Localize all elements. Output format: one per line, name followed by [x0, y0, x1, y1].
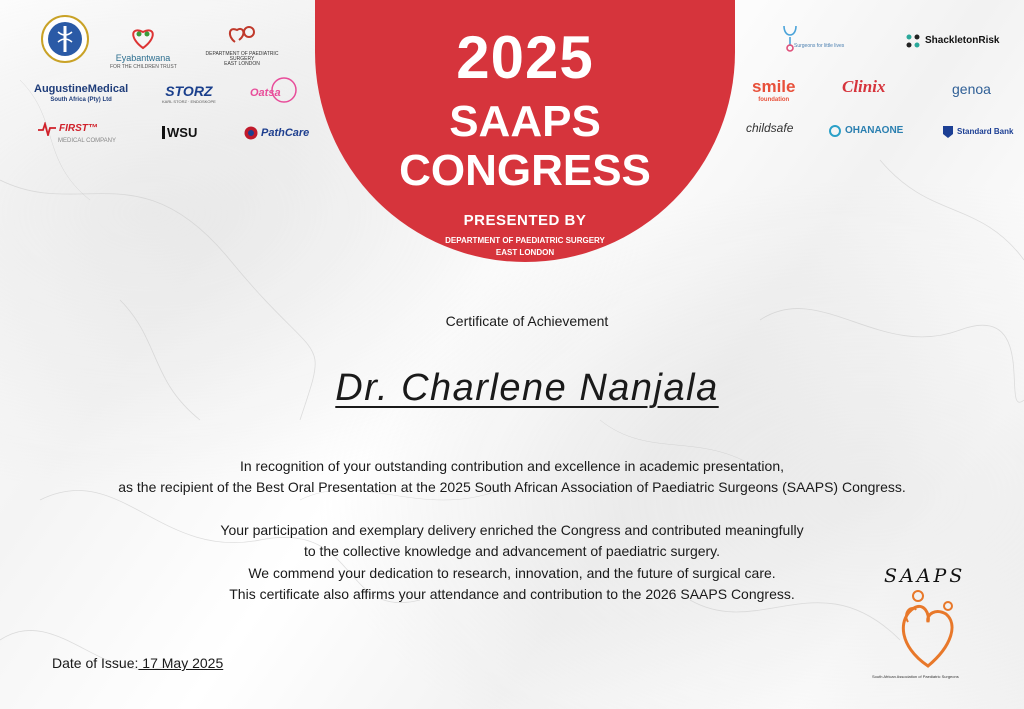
- genoa-logo: [952, 82, 991, 96]
- storz-logo: [162, 84, 216, 104]
- para2-line2: to the collective knowledge and advancement of paediatric surgery.: [303, 543, 721, 559]
- recipient-name-text: Dr. Charlene Nanjala: [335, 367, 719, 409]
- issue-label: Date of Issue:: [52, 655, 139, 671]
- childsafe-name: childsafe: [746, 121, 794, 135]
- storz-name: STORZ: [165, 83, 213, 99]
- ohanaone-logo: [828, 125, 903, 137]
- pathcare-logo: [244, 126, 309, 140]
- genoa-name: genoa: [952, 81, 991, 97]
- first-sub: MEDICAL COMPANY: [58, 138, 117, 144]
- smile-sub: foundation: [758, 97, 790, 103]
- para2-line1: Your participation and exemplary delivery enriched the Congress and contributed meaningfully: [220, 522, 804, 538]
- shackleton-risk-logo: [904, 32, 999, 50]
- dept-paediatric-logo: [202, 24, 282, 67]
- first-medical-logo: [38, 122, 116, 144]
- standard-bank-logo: [942, 125, 1013, 139]
- dept-logo-line2: SURGERY: [229, 56, 255, 62]
- banner-title-line2: CONGRESS: [399, 146, 651, 195]
- standard-bank-name: Standard Bank: [957, 127, 1014, 136]
- issue-date: 17 May 2025: [138, 655, 224, 671]
- augustine-medical-logo: [34, 84, 128, 103]
- clinix-name: Clinix: [842, 77, 886, 96]
- banner-presented-by: PRESENTED BY: [463, 212, 587, 229]
- shackleton-name: ShackletonRisk: [925, 35, 1000, 46]
- saaps-logo: [868, 562, 992, 682]
- pathcare-name: PathCare: [261, 126, 310, 139]
- wsu-name: WSU: [162, 126, 197, 139]
- smile-name: smile: [752, 77, 796, 96]
- storz-sub: KARL STORZ · ENDOSKOPE: [162, 99, 216, 104]
- saaps-word: SAAPS: [884, 565, 966, 587]
- banner-year: 2025: [456, 24, 594, 91]
- para2-line3: We commend your dedication to research, innovation, and the future of surgical care.: [248, 565, 776, 581]
- surgeons-name: Surgeons for little lives: [794, 43, 845, 49]
- first-name: FIRST™: [59, 123, 98, 134]
- dept-logo-line1: DEPARTMENT OF PAEDIATRIC: [205, 51, 279, 57]
- sapsa-seal-logo: [40, 14, 90, 68]
- eyabantwana-sub: FOR THE CHILDREN TRUST: [110, 64, 177, 70]
- banner-dept-line2: EAST LONDON: [495, 248, 555, 257]
- dept-logo-line3: EAST LONDON: [224, 61, 260, 67]
- para2-line4: This certificate also affirms your attendance and contribution to the 2026 SAAPS Congress.: [229, 586, 795, 602]
- clinix-logo: [842, 78, 885, 95]
- date-of-issue: [52, 655, 223, 671]
- smile-foundation-logo: [752, 78, 795, 103]
- surgeons-little-lives-logo: [778, 24, 845, 56]
- banner-dept-line1: DEPARTMENT OF PAEDIATRIC SURGERY: [445, 236, 605, 245]
- saaps-caption: South African Association of Paediatric Surgeons: [872, 674, 959, 679]
- recipient-name: [0, 367, 1024, 410]
- childsafe-logo: [746, 122, 793, 134]
- eyabantwana-name: Eyabantwana: [115, 53, 171, 63]
- augustine-name: AugustineMedical: [34, 83, 129, 95]
- ohanaone-name: OHANAONE: [845, 125, 904, 136]
- oatsa-name: Oatsa: [250, 87, 281, 99]
- augustine-sub: South Africa (Pty) Ltd: [50, 97, 112, 103]
- congress-banner: [315, 0, 735, 262]
- oatsa-logo: [248, 76, 300, 110]
- para1-line2: as the recipient of the Best Oral Presentation at the 2025 South African Association of Paediatric Surgeons (SAAPS) Congress.: [118, 479, 906, 495]
- para1-line1: In recognition of your outstanding contribution and excellence in academic presentation,: [239, 458, 784, 474]
- eyabantwana-logo: [110, 24, 176, 70]
- certificate-title: Certificate of Achievement: [445, 313, 609, 329]
- wsu-logo: [162, 126, 197, 139]
- banner-title-line1: SAAPS: [449, 97, 601, 146]
